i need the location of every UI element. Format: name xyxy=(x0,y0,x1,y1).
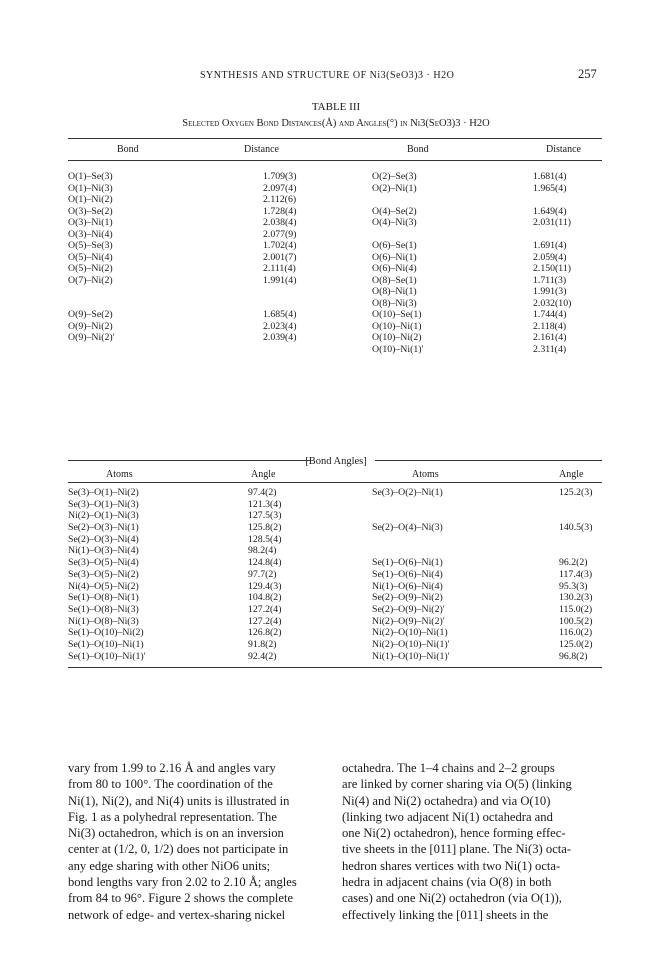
page-number: 257 xyxy=(578,67,597,81)
distance-row xyxy=(68,194,602,206)
angle-row-cell: 127.5(3) xyxy=(248,510,282,522)
angle-row xyxy=(68,616,602,628)
angle-row-cell: 140.5(3) xyxy=(559,522,593,534)
angle-row-cell: 92.4(2) xyxy=(248,650,277,662)
text-line: tive sheets in the [011] plane. The Ni(3) octa- xyxy=(342,842,572,857)
distance-row-cell: 1.685(4) xyxy=(263,309,297,320)
distance-row-cell: 1.702(4) xyxy=(263,240,297,251)
angle-row xyxy=(68,499,602,511)
distance-row-cell: O(3)–Se(2) xyxy=(68,205,113,217)
text-line: center at (1/2, 0, 1/2) does not participate in xyxy=(68,842,289,857)
angle-row-cell: 124.8(4) xyxy=(248,557,282,569)
text-line: Ni(1), Ni(2), and Ni(4) units is illustrated in xyxy=(68,793,290,808)
text-line: any edge sharing with other NiO6 units; xyxy=(68,858,271,873)
distance-row-cell: O(1)–Ni(2) xyxy=(68,194,113,205)
distance-row-cell: 1.728(4) xyxy=(263,205,297,217)
angle-row-cell: Ni(2)–O(9)–Ni(2)′ xyxy=(372,615,445,627)
distance-row-cell: O(10)–Ni(2) xyxy=(372,332,422,343)
angle-row xyxy=(68,545,602,557)
distance-row-cell: 2.118(4) xyxy=(533,320,567,332)
distance-row xyxy=(68,217,602,229)
angles-top-rule xyxy=(68,460,311,461)
angle-row xyxy=(68,639,602,651)
text-line: hedra in adjacent chains (via O(8) in both xyxy=(342,875,552,890)
angle-row-cell: 96.2(2) xyxy=(559,557,588,569)
running-head: SYNTHESIS AND STRUCTURE OF Ni3(SeO3)3 · H2O xyxy=(200,70,455,81)
distance-row-cell: 1.991(3) xyxy=(533,286,567,297)
angle-row-cell: 115.0(2) xyxy=(559,603,593,615)
distance-row-cell: O(7)–Ni(2) xyxy=(68,274,113,286)
distance-row-cell: 1.711(3) xyxy=(533,274,567,286)
angle-row-cell: Se(1)–O(10)–Ni(1)′ xyxy=(68,650,146,662)
text-line: Ni(3) octahedron, which is on an inversion xyxy=(68,826,284,841)
angle-row-cell: 95.3(3) xyxy=(559,580,588,592)
text-line: Fig. 1 as a polyhedral representation. The xyxy=(68,809,277,824)
distance-row-cell: 2.039(4) xyxy=(263,332,297,343)
angle-row-cell: 98.2(4) xyxy=(248,545,277,557)
angle-row-cell: 104.8(2) xyxy=(248,592,282,604)
text-line: effectively linking the [011] sheets in the xyxy=(342,907,549,922)
distance-row-cell: O(8)–Ni(3) xyxy=(372,297,417,309)
text-line: Ni(4) and Ni(2) octahedra) and via O(10) xyxy=(342,793,551,808)
distance-row-cell: O(8)–Ni(1) xyxy=(372,286,417,297)
text-line: vary from 1.99 to 2.16 Å and angles vary xyxy=(68,761,276,775)
angle-row-cell: Se(3)–O(5)–Ni(4) xyxy=(68,557,139,569)
angle-row-cell: 128.5(4) xyxy=(248,533,282,545)
angle-row-cell: 121.3(4) xyxy=(248,498,282,510)
angle-row-cell: Ni(1)–O(10)–Ni(1)′ xyxy=(372,650,450,662)
distance-row xyxy=(68,252,602,264)
distance-row xyxy=(68,332,602,344)
text-line: are linked by corner sharing via O(5) (linking xyxy=(342,777,572,792)
distance-row xyxy=(68,344,602,356)
distance-row-cell: 2.161(4) xyxy=(533,332,567,343)
angle-row xyxy=(68,487,602,499)
column-header-atoms-2: Atoms xyxy=(412,469,439,480)
column-header-bond-1: Bond xyxy=(117,144,139,155)
angle-row-cell: Se(2)–O(9)–Ni(2)′ xyxy=(372,603,445,615)
column-header-angle-2: Angle xyxy=(559,469,584,480)
distance-row-cell: 2.097(4) xyxy=(263,182,297,194)
angle-row-cell: 100.5(2) xyxy=(559,615,593,627)
angle-row-cell: Se(3)–O(1)–Ni(2) xyxy=(68,487,139,498)
angle-row xyxy=(68,569,602,581)
distance-row-cell: 2.111(4) xyxy=(263,263,296,274)
text-line: one Ni(2) octahedron), hence forming effec- xyxy=(342,826,566,841)
column-header-angle-1: Angle xyxy=(251,469,276,480)
angle-row xyxy=(68,581,602,593)
table-bottom-rule xyxy=(68,667,602,668)
angle-row-cell: Se(3)–O(2)–Ni(1) xyxy=(372,487,443,498)
angles-header-rule xyxy=(68,482,602,483)
distances-table xyxy=(68,171,602,355)
angle-row-cell: 116.0(2) xyxy=(559,627,593,639)
angle-row-cell: Ni(1)–O(6)–Ni(4) xyxy=(372,580,443,592)
distance-row-cell: O(9)–Se(2) xyxy=(68,309,113,320)
angle-row-cell: Ni(1)–O(3)–Ni(4) xyxy=(68,545,139,557)
distance-row-cell: 2.023(4) xyxy=(263,320,297,332)
angle-row-cell: 97.7(2) xyxy=(248,568,277,580)
distance-row-cell: O(10)–Ni(1)′ xyxy=(372,343,424,355)
angles-table xyxy=(68,487,602,662)
text-line: bond lengths vary fron 2.02 to 2.10 Å; angles xyxy=(68,875,297,890)
column-header-distance-2: Distance xyxy=(546,144,581,155)
angle-row xyxy=(68,510,602,522)
distance-row-cell: O(6)–Se(1) xyxy=(372,240,417,251)
angle-row-cell: 97.4(2) xyxy=(248,487,277,498)
angle-row-cell: 96.8(2) xyxy=(559,650,588,662)
distance-row xyxy=(68,286,602,298)
distance-row-cell: O(3)–Ni(4) xyxy=(68,228,113,240)
angle-row-cell: 91.8(2) xyxy=(248,638,277,650)
distance-row xyxy=(68,298,602,310)
angle-row xyxy=(68,534,602,546)
angle-row-cell: Se(2)–O(9)–Ni(2) xyxy=(372,592,443,604)
distance-row-cell: O(2)–Ni(1) xyxy=(372,182,417,194)
angle-row xyxy=(68,592,602,604)
angle-row-cell: 130.2(3) xyxy=(559,592,593,604)
distance-row-cell: 2.077(9) xyxy=(263,228,297,240)
angle-row-cell: Se(3)–O(1)–Ni(3) xyxy=(68,498,139,510)
text-line: (linking two adjacent Ni(1) octahedra and xyxy=(342,809,553,824)
header-rule xyxy=(68,160,602,161)
angle-row-cell: 117.4(3) xyxy=(559,568,593,580)
angle-row-cell: Se(2)–O(3)–Ni(1) xyxy=(68,522,139,534)
distance-row xyxy=(68,183,602,195)
distance-row-cell: 1.965(4) xyxy=(533,182,567,194)
distance-row-cell: O(2)–Se(3) xyxy=(372,171,417,182)
distance-row-cell: O(8)–Se(1) xyxy=(372,274,417,286)
distance-row xyxy=(68,229,602,241)
angle-row-cell: Se(2)–O(4)–Ni(3) xyxy=(372,522,443,534)
distance-row-cell: O(4)–Ni(3) xyxy=(372,217,417,228)
distance-row xyxy=(68,321,602,333)
distance-row xyxy=(68,263,602,275)
distance-row xyxy=(68,309,602,321)
distance-row-cell: 2.059(4) xyxy=(533,251,567,263)
angle-row xyxy=(68,651,602,663)
distance-row-cell: O(9)–Ni(2)′ xyxy=(68,332,115,343)
angle-row xyxy=(68,604,602,616)
angle-row-cell: Se(1)–O(6)–Ni(1) xyxy=(372,557,443,569)
angle-row-cell: 126.8(2) xyxy=(248,627,282,639)
text-line: octahedra. The 1–4 chains and 2–2 groups xyxy=(342,761,555,775)
angle-row-cell: 125.8(2) xyxy=(248,522,282,534)
distance-row-cell: 1.681(4) xyxy=(533,171,567,182)
bond-angles-label: [Bond Angles] xyxy=(305,456,367,467)
table-title: TABLE III xyxy=(311,101,361,113)
angle-row xyxy=(68,627,602,639)
table-top-rule xyxy=(68,138,602,139)
table-caption: Selected Oxygen Bond Distances(Å) and Angles(°) in Ni3(SeO3)3 · H2O xyxy=(182,118,490,129)
angle-row-cell: Ni(1)–O(8)–Ni(3) xyxy=(68,615,139,627)
distance-row-cell: O(5)–Ni(4) xyxy=(68,251,113,263)
distance-row xyxy=(68,240,602,252)
distance-row-cell: 2.038(4) xyxy=(263,217,297,228)
distance-row-cell: O(1)–Ni(3) xyxy=(68,182,113,194)
distance-row-cell: 2.150(11) xyxy=(533,263,572,274)
angle-row-cell: 129.4(3) xyxy=(248,580,282,592)
distance-row-cell: O(9)–Ni(2) xyxy=(68,320,113,332)
distance-row-cell: 1.709(3) xyxy=(263,171,297,182)
distance-row xyxy=(68,206,602,218)
angle-row-cell: Se(1)–O(6)–Ni(4) xyxy=(372,568,443,580)
distance-row-cell: O(6)–Ni(1) xyxy=(372,251,417,263)
body-text-left-column xyxy=(68,760,326,923)
distance-row-cell: 1.649(4) xyxy=(533,205,567,217)
distance-row-cell: O(4)–Se(2) xyxy=(372,205,417,217)
distance-row-cell: O(3)–Ni(1) xyxy=(68,217,113,228)
angle-row-cell: Se(1)–O(10)–Ni(2) xyxy=(68,627,144,639)
angles-top-rule-right xyxy=(375,460,602,461)
angle-row-cell: 127.2(4) xyxy=(248,615,282,627)
angle-row-cell: Ni(2)–O(10)–Ni(1) xyxy=(372,627,448,639)
distance-row-cell: 2.001(7) xyxy=(263,251,297,263)
angle-row-cell: Se(1)–O(8)–Ni(3) xyxy=(68,603,139,615)
angle-row xyxy=(68,522,602,534)
angle-row-cell: Ni(2)–O(1)–Ni(3) xyxy=(68,510,139,522)
angle-row xyxy=(68,557,602,569)
angle-row-cell: Ni(4)–O(5)–Ni(2) xyxy=(68,580,139,592)
column-header-atoms-1: Atoms xyxy=(106,469,133,480)
text-line: hedron shares vertices with two Ni(1) octa- xyxy=(342,858,561,873)
distance-row-cell: O(1)–Se(3) xyxy=(68,171,113,182)
angle-row-cell: 127.2(4) xyxy=(248,603,282,615)
distance-row-cell: O(5)–Se(3) xyxy=(68,240,113,251)
text-line: from 80 to 100°. The coordination of the xyxy=(68,777,273,792)
distance-row xyxy=(68,275,602,287)
distance-row-cell: 1.691(4) xyxy=(533,240,567,251)
angle-row-cell: 125.0(2) xyxy=(559,638,593,650)
text-line: network of edge- and vertex-sharing nickel xyxy=(68,907,286,922)
distance-row-cell: O(10)–Se(1) xyxy=(372,309,422,320)
angle-row-cell: Se(3)–O(5)–Ni(2) xyxy=(68,568,139,580)
distance-row-cell: 2.032(10) xyxy=(533,297,572,309)
angle-row-cell: Se(1)–O(10)–Ni(1) xyxy=(68,638,144,650)
column-header-distance-1: Distance xyxy=(244,144,279,155)
angle-row-cell: Se(1)–O(8)–Ni(1) xyxy=(68,592,139,604)
angle-row-cell: Ni(2)–O(10)–Ni(1)′ xyxy=(372,638,450,650)
text-line: cases) and one Ni(2) octahedron (via O(1)), xyxy=(342,891,562,906)
distance-row-cell: 1.744(4) xyxy=(533,309,567,320)
angle-row-cell: Se(2)–O(3)–Ni(4) xyxy=(68,533,139,545)
distance-row-cell: O(6)–Ni(4) xyxy=(372,263,417,274)
distance-row-cell: 2.112(6) xyxy=(263,194,297,205)
column-header-bond-2: Bond xyxy=(407,144,429,155)
distance-row xyxy=(68,171,602,183)
text-line: from 84 to 96°. Figure 2 shows the complete xyxy=(68,891,294,906)
distance-row-cell: 2.031(11) xyxy=(533,217,572,228)
body-text-right-column xyxy=(342,760,600,923)
distance-row-cell: 2.311(4) xyxy=(533,343,567,355)
distance-row-cell: O(5)–Ni(2) xyxy=(68,263,113,274)
distance-row-cell: O(10)–Ni(1) xyxy=(372,320,422,332)
distance-row-cell: 1.991(4) xyxy=(263,274,297,286)
angle-row-cell: 125.2(3) xyxy=(559,487,593,498)
